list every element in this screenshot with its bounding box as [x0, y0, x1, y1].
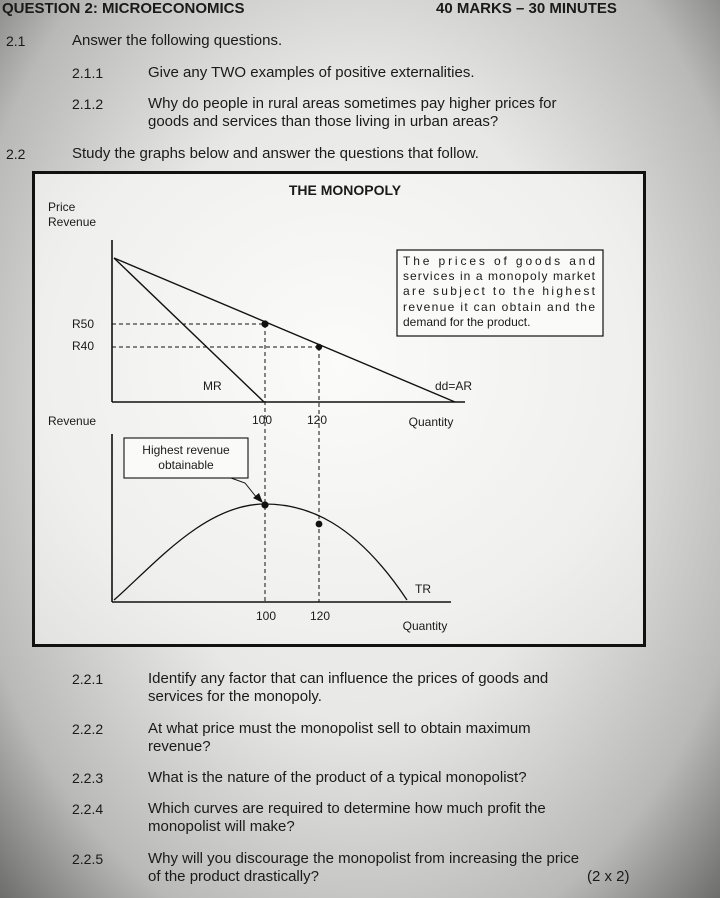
top-callout-line: services in a monopoly market: [403, 269, 595, 283]
callout-pointer: [231, 478, 257, 498]
point-100-r50: [261, 320, 268, 327]
mr-label: MR: [203, 379, 222, 393]
bottom-callout-line1: Highest revenue: [142, 443, 230, 457]
q2-1-2-line2: goods and services than those living in urban areas?: [148, 113, 499, 130]
top-callout-line: The prices of goods and: [403, 254, 595, 268]
top-ylabel-revenue: Revenue: [48, 215, 97, 229]
bottom-q100-label: 100: [255, 609, 277, 623]
top-xlabel: Quantity: [408, 415, 454, 429]
q2-2-1-number: 2.2.1: [72, 671, 104, 687]
q2-1-1-number: 2.1.1: [72, 65, 104, 81]
monopoly-graph-svg: [35, 174, 643, 644]
dd-ar-label: dd=AR: [435, 379, 473, 393]
top-q120-label: 120: [306, 413, 328, 427]
q2-1-text: Answer the following questions.: [72, 32, 283, 49]
q2-2-1-line1: Identify any factor that can influence the prices of goods and: [148, 670, 549, 687]
price-r50-label: R50: [72, 317, 95, 331]
q2-2-5-line2: of the product drastically?: [148, 868, 319, 885]
top-ylabel-price: Price: [48, 200, 76, 214]
graph-title: THE MONOPOLY: [288, 182, 402, 198]
tr-curve: [114, 504, 407, 600]
q2-2-1-line2: services for the monopoly.: [148, 688, 322, 705]
top-callout-line: revenue it can obtain and the: [403, 300, 595, 314]
bottom-xlabel: Quantity: [402, 619, 448, 633]
q2-2-2-line1: At what price must the monopolist sell to obtain maximum: [148, 720, 531, 737]
q2-2-3-line1: What is the nature of the product of a typical monopolist?: [148, 769, 527, 786]
marks-label: 40 MARKS – 30 MINUTES: [436, 0, 617, 17]
monopoly-graph: [32, 171, 646, 647]
bottom-callout-line2: obtainable: [158, 458, 214, 472]
point-tr-120: [316, 521, 323, 528]
q2-2-5-number: 2.2.5: [72, 851, 104, 867]
price-r40-label: R40: [72, 339, 95, 353]
q2-2-marks: (2 x 2): [587, 868, 630, 885]
q2-2-number: 2.2: [6, 146, 26, 162]
top-callout-line: are subject to the highest: [403, 284, 595, 298]
tr-label: TR: [415, 582, 431, 596]
q2-2-4-number: 2.2.4: [72, 801, 104, 817]
point-120-r40: [316, 344, 322, 350]
top-q100-label: 100: [251, 413, 273, 427]
q2-1-number: 2.1: [6, 33, 26, 49]
q2-1-2-line1: Why do people in rural areas sometimes pay higher prices for: [148, 95, 557, 112]
q2-2-2-line2: revenue?: [148, 738, 211, 755]
bottom-q120-label: 120: [309, 609, 331, 623]
top-callout-line: demand for the product.: [403, 315, 531, 329]
q2-2-text: Study the graphs below and answer the questions that follow.: [72, 145, 479, 162]
q2-1-1-text: Give any TWO examples of positive externalities.: [148, 64, 475, 81]
q2-2-4-line2: monopolist will make?: [148, 818, 295, 835]
q2-1-2-number: 2.1.2: [72, 96, 104, 112]
q2-2-5-line1: Why will you discourage the monopolist from increasing the price: [148, 850, 580, 867]
q2-2-4-line1: Which curves are required to determine how much profit the: [148, 800, 546, 817]
q2-2-3-number: 2.2.3: [72, 770, 104, 786]
mr-curve: [114, 258, 264, 402]
question-title: QUESTION 2: MICROECONOMICS: [2, 0, 245, 17]
bottom-ylabel: Revenue: [48, 414, 97, 428]
q2-2-2-number: 2.2.2: [72, 721, 104, 737]
